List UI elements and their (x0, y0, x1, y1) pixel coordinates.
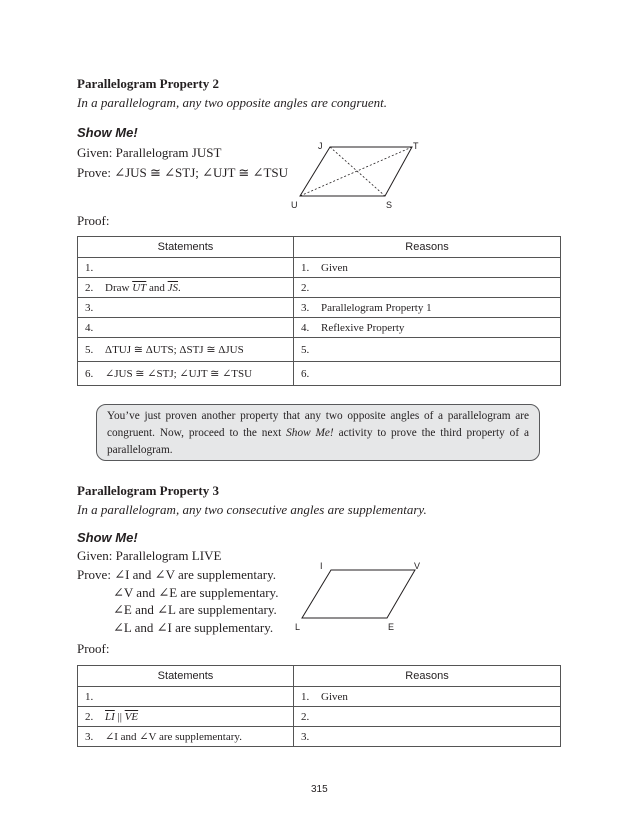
property3-prove-3: ∠E and ∠L are supplementary. (113, 602, 277, 617)
table-row (78, 687, 561, 707)
property3-prove-4: ∠L and ∠I are supplementary. (113, 620, 274, 635)
property2-heading: Parallelogram Property 2 (77, 76, 219, 91)
table-row (78, 278, 561, 298)
statement-cell: 3. (78, 298, 294, 318)
reason-cell: 4. Reflexive Property (294, 318, 561, 338)
table-row (78, 318, 561, 338)
reason-cell: 1. Given (294, 687, 561, 707)
reason-cell: 2. (294, 707, 561, 727)
table-row (78, 707, 561, 727)
table-header-row (78, 237, 561, 258)
property2-given: Given: Parallelogram JUST (77, 145, 222, 160)
property3-heading: Parallelogram Property 3 (77, 483, 219, 498)
table-row (78, 362, 561, 386)
property3-given: Given: Parallelogram LIVE (77, 548, 222, 563)
vertex-label-i: I (320, 561, 323, 571)
header-reasons: Reasons (294, 237, 561, 258)
reason-cell: 3. (294, 727, 561, 747)
page-number: 315 (311, 784, 328, 795)
header-reasons: Reasons (294, 666, 561, 687)
segment-js: $\overline{JS}$ (167, 281, 179, 294)
statement-cell: 4. (78, 318, 294, 338)
property2-proof-table (77, 236, 561, 386)
reason-cell: 1. Given (294, 258, 561, 278)
table-header-row (78, 666, 561, 687)
statement-cell: 1. (78, 687, 294, 707)
diagonal-ut (300, 147, 412, 196)
callout-box (96, 404, 540, 461)
reason-cell: 6. (294, 362, 561, 386)
parallelogram-just-figure (285, 137, 425, 212)
reason-cell: 3. Parallelogram Property 1 (294, 298, 561, 318)
callout-text-end: activity to prove the third property of a parallelogram. (107, 427, 529, 456)
header-statements: Statements (78, 666, 294, 687)
header-statements: Statements (78, 237, 294, 258)
vertex-label-v: V (414, 561, 421, 571)
segment-li: $\overline{LI}$ (105, 710, 115, 723)
segment-ve: $\overline{VE}$ (124, 710, 139, 723)
property3-proof-label: Proof: (77, 641, 110, 656)
statement-cell: 2. Draw $\overline{UT}$ and $\overline{JS}$. (78, 278, 294, 298)
table-row (78, 727, 561, 747)
vertex-label-u: U (291, 200, 298, 210)
property3-statement: In a parallelogram, any two consecutive angles are supplementary. (77, 502, 427, 517)
callout-text: You’ve just proven another property that any two opposite angles of a parallelogram are congruent. Now, proceed to the next (107, 410, 529, 439)
statement-cell: 2. $\overline{LI}$ || $\overline{VE}$ (78, 707, 294, 727)
statement-cell: 5. ΔTUJ ≅ ΔUTS; ΔSTJ ≅ ΔJUS (78, 338, 294, 362)
parallelogram-live-outline (302, 570, 415, 618)
vertex-label-l: L (295, 622, 301, 632)
property3-proof-table (77, 665, 561, 747)
diagonal-js (330, 147, 385, 196)
vertex-label-s: S (386, 200, 393, 210)
vertex-label-j: J (318, 141, 323, 151)
vertex-label-t: T (413, 141, 419, 151)
property3-prove-1: Prove: ∠I and ∠V are supplementary. (77, 567, 277, 582)
property2-show-me: Show Me! (77, 125, 138, 140)
property3-show-me: Show Me! (77, 530, 138, 545)
vertex-label-e: E (388, 622, 395, 632)
table-row (78, 338, 561, 362)
statement-cell: 6. ∠JUS ≅ ∠STJ; ∠UJT ≅ ∠TSU (78, 362, 294, 386)
reason-cell: 5. (294, 338, 561, 362)
table-row (78, 258, 561, 278)
segment-ut: $\overline{UT}$ (132, 281, 147, 294)
property2-proof-label: Proof: (77, 213, 110, 228)
parallelogram-live-figure (288, 557, 428, 635)
statement-cell: 1. (78, 258, 294, 278)
reason-cell: 2. (294, 278, 561, 298)
callout-show-me: Show Me! (286, 427, 334, 439)
property3-prove-2: ∠V and ∠E are supplementary. (113, 585, 279, 600)
property2-statement: In a parallelogram, any two opposite angles are congruent. (77, 95, 388, 110)
property2-prove: Prove: ∠JUS ≅ ∠STJ; ∠UJT ≅ ∠TSU (77, 165, 289, 180)
table-row (78, 298, 561, 318)
statement-cell: 3. ∠I and ∠V are supplementary. (78, 727, 294, 747)
